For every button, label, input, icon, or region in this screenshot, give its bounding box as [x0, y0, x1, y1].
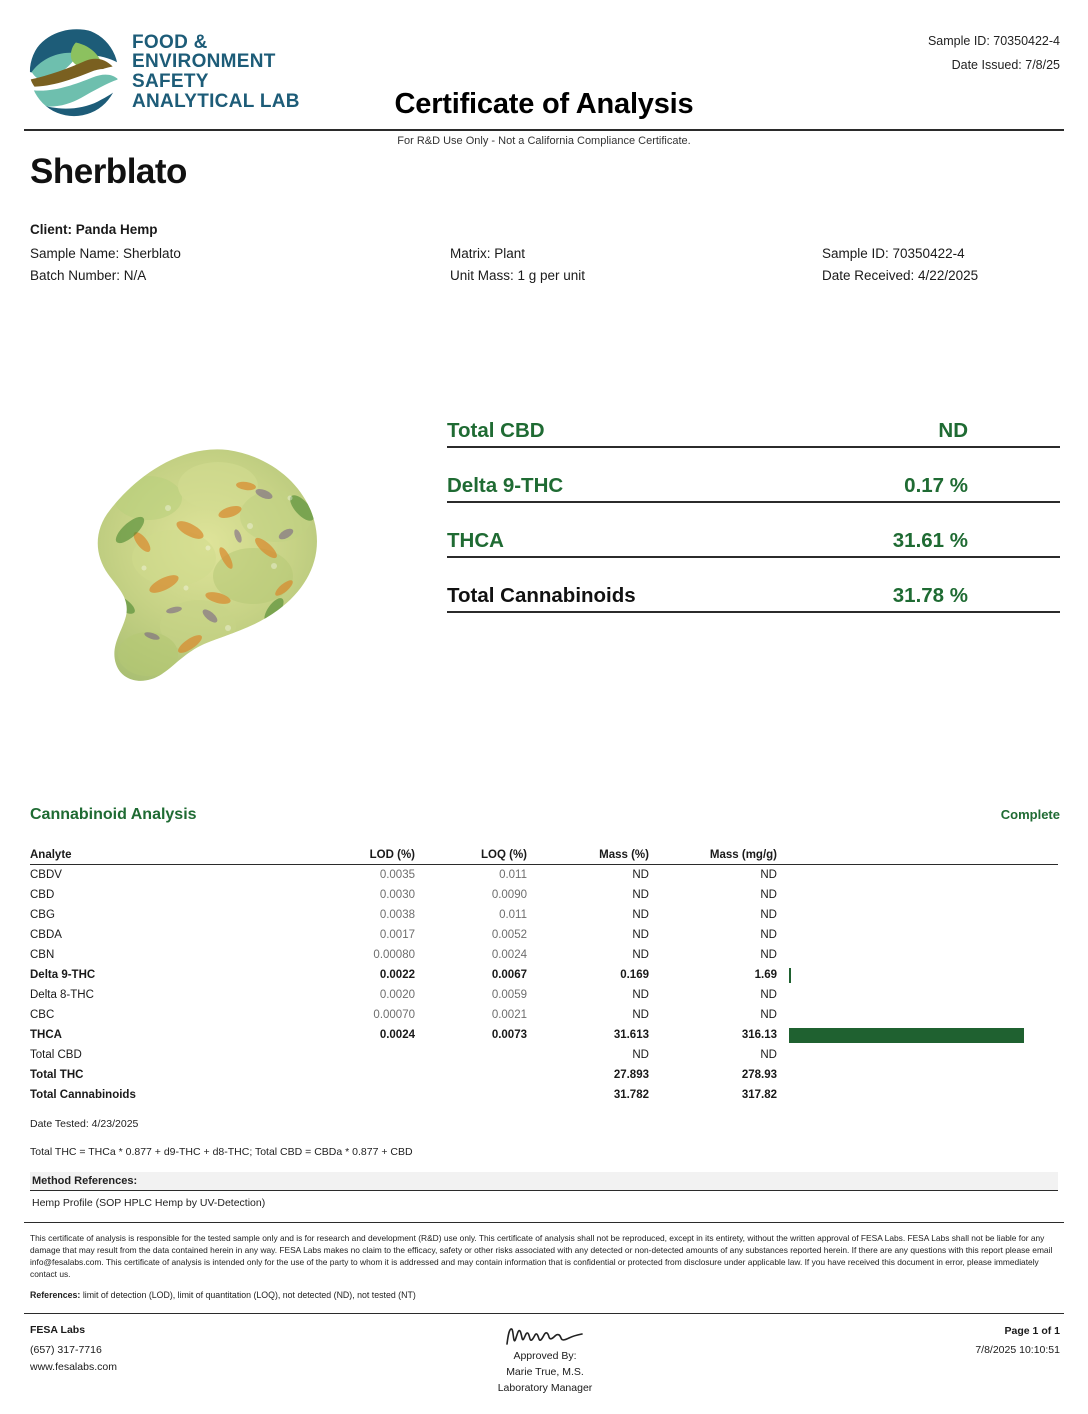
cell-loq: 0.0073 [491, 1029, 527, 1041]
cell-loq: 0.011 [499, 909, 527, 921]
cell-loq: 0.0024 [491, 949, 527, 961]
table-row [30, 985, 1058, 1005]
header-date-issued: Date Issued: 7/8/25 [951, 57, 1060, 72]
cell-lod: 0.0035 [379, 869, 415, 881]
approved-by-label: Approved By: [513, 1350, 577, 1362]
table-row [30, 865, 1058, 885]
summary-value-thca: 31.61 % [892, 529, 968, 552]
col-mass-mgg: Mass (mg/g) [709, 849, 777, 861]
summary-label-delta-9-thc: Delta 9-THC [447, 474, 564, 497]
summary-row [447, 503, 1060, 558]
value-bar [789, 1028, 1024, 1043]
cell-analyte: CBD [30, 889, 55, 901]
table-row [30, 945, 1058, 965]
footer-phone: (657) 317-7716 [30, 1344, 102, 1357]
col-lod: LOD (%) [369, 849, 415, 861]
sample-meta-row [30, 265, 1060, 287]
references-label: References: [30, 1290, 81, 1300]
col-mass-pct: Mass (%) [599, 849, 649, 861]
summary-value-total-cbd: ND [938, 419, 968, 442]
cannabinoid-table [30, 849, 1058, 1105]
cell-mass_pct: ND [632, 949, 649, 961]
summary-row [447, 558, 1060, 613]
cell-mass_mgg: ND [760, 989, 777, 1001]
table-row [30, 885, 1058, 905]
sample-meta-row [30, 219, 1060, 243]
sample-matrix: Matrix: Plant [450, 245, 526, 261]
signature-image [330, 1322, 760, 1348]
sample-meta-row [30, 243, 1060, 265]
cell-mass_pct: ND [632, 869, 649, 881]
cell-analyte: CBDV [30, 869, 62, 881]
page-number: Page 1 of 1 [1004, 1325, 1060, 1337]
cell-analyte: CBG [30, 909, 55, 921]
cell-mass_pct: 31.782 [613, 1089, 649, 1101]
table-row [30, 925, 1058, 945]
cell-mass_mgg: ND [760, 869, 777, 881]
cell-analyte: Total THC [30, 1069, 84, 1081]
cell-analyte: THCA [30, 1029, 62, 1041]
table-row [30, 1085, 1058, 1105]
approver-name: Marie True, M.S. [506, 1365, 584, 1378]
method-references-header: Method References: [30, 1172, 1058, 1191]
col-loq: LOQ (%) [481, 849, 527, 861]
cell-mass_pct: ND [632, 929, 649, 941]
summary-row [447, 448, 1060, 503]
total-formula: Total THC = THCa * 0.877 + d9-THC + d8-THC; Total CBD = CBDa * 0.877 + CBD [30, 1146, 413, 1158]
strain-name: Sherblato [30, 152, 187, 191]
cell-mass_pct: ND [632, 889, 649, 901]
disclaimer-text: This certificate of analysis is responsible for the tested sample only and is for research and development (R&D) use only. This certificate of analysis shall not be reproduced, except in its entirety, without the written approval of FESA Labs. FESA Labs shall not be liable for any damage that may result from the data contained herein in any way. FESA Labs makes no claim to the efficacy, safety or other risks associated with any detected or non-detected amounts of any substances reported herein. If there are any questions with this report please email info@fesalabs.com. This certificate of analysis is intended only for the use of the party to whom it is addressed and may contain information that is confidential or protected from disclosure under applicable law. If you have received this document in error, please immediately contact us. [30, 1233, 1053, 1279]
cell-lod: 0.0022 [379, 969, 415, 981]
summary-label-total-cbd: Total CBD [447, 419, 545, 442]
cell-analyte: Total Cannabinoids [30, 1089, 136, 1101]
table-body [30, 865, 1058, 1105]
cell-analyte: Total CBD [30, 1049, 82, 1061]
cell-mass_pct: ND [632, 989, 649, 1001]
logo-line-1: FOOD & [132, 31, 208, 53]
footer-divider [24, 1313, 1064, 1314]
cell-lod: 0.0038 [379, 909, 415, 921]
cell-mass_pct: 0.169 [620, 969, 649, 981]
cell-bar [777, 968, 1058, 983]
cell-bar [777, 1028, 1058, 1043]
cannabinoid-section-header [30, 806, 1060, 824]
cell-analyte: CBC [30, 1009, 55, 1021]
sample-id: Sample ID: 70350422-4 [822, 245, 965, 261]
header-sample-id: Sample ID: 70350422-4 [927, 34, 1060, 48]
cell-mass_mgg: ND [760, 1049, 777, 1061]
table-row [30, 1045, 1058, 1065]
client-name: Client: Panda Hemp [30, 222, 158, 237]
method-reference-item: Hemp Profile (SOP HPLC Hemp by UV-Detection) [32, 1197, 266, 1209]
col-bar-spacer [777, 849, 1058, 861]
sample-name: Sample Name: Sherblato [30, 245, 181, 261]
section-title: Cannabinoid Analysis [30, 806, 197, 823]
cell-mass_mgg: 316.13 [741, 1029, 777, 1041]
signature-icon [503, 1322, 587, 1348]
cell-lod: 0.0030 [379, 889, 415, 901]
batch-number: Batch Number: N/A [30, 267, 147, 283]
cell-analyte: Delta 9-THC [30, 969, 96, 981]
cell-lod: 0.00080 [373, 949, 415, 961]
meta-spacer-b [822, 219, 1060, 243]
footer-timestamp: 7/8/2025 10:10:51 [975, 1344, 1060, 1357]
page-subtitle: For R&D Use Only - Not a California Compliance Certificate. [397, 135, 691, 147]
page-header [0, 0, 1088, 120]
footer-website[interactable]: www.fesalabs.com [30, 1360, 117, 1373]
approver-title: Laboratory Manager [497, 1381, 593, 1394]
date-tested: Date Tested: 4/23/2025 [30, 1118, 139, 1130]
status-badge: Complete [1000, 807, 1060, 822]
cell-mass_mgg: 278.93 [741, 1069, 777, 1081]
summary-results-table [447, 393, 1060, 613]
cell-loq: 0.0052 [491, 929, 527, 941]
table-row [30, 905, 1058, 925]
cell-mass_pct: 27.893 [613, 1069, 649, 1081]
cell-mass_mgg: ND [760, 1009, 777, 1021]
cell-mass_pct: 31.613 [613, 1029, 649, 1041]
cell-mass_mgg: ND [760, 949, 777, 961]
table-header-row [30, 849, 1058, 865]
analysis-notes [30, 1118, 1058, 1209]
references-line [30, 1290, 1060, 1300]
cell-mass_mgg: ND [760, 909, 777, 921]
disclaimer-divider [24, 1222, 1064, 1223]
page-footer [30, 1322, 1060, 1396]
summary-value-delta-9-thc: 0.17 % [904, 474, 968, 497]
col-analyte: Analyte [30, 849, 72, 861]
cell-analyte: Delta 8-THC [30, 989, 94, 1001]
cell-lod: 0.0017 [379, 929, 415, 941]
footer-page-info [760, 1322, 1060, 1396]
cell-lod: 0.0024 [379, 1029, 415, 1041]
meta-spacer-a [450, 219, 822, 243]
cell-analyte: CBDA [30, 929, 62, 941]
table-row [30, 1025, 1058, 1045]
footer-approval [330, 1322, 760, 1396]
sample-meta [30, 219, 1060, 287]
cell-loq: 0.0059 [491, 989, 527, 1001]
page-title: Certificate of Analysis [394, 88, 694, 120]
logo-line-3: SAFETY [132, 71, 209, 92]
cell-lod: 0.0020 [379, 989, 415, 1001]
cell-loq: 0.011 [499, 869, 527, 881]
date-received: Date Received: 4/22/2025 [822, 267, 979, 283]
cell-lod: 0.00070 [373, 1009, 415, 1021]
cell-loq: 0.0067 [491, 969, 527, 981]
value-bar [789, 968, 791, 983]
cell-mass_mgg: ND [760, 889, 777, 901]
cell-mass_pct: ND [632, 1009, 649, 1021]
summary-value-total-cannabinoids: 31.78 % [892, 584, 968, 607]
footer-lab-name: FESA Labs [30, 1324, 86, 1336]
cell-mass_mgg: 1.69 [754, 969, 777, 981]
header-meta [928, 30, 1060, 78]
unit-mass: Unit Mass: 1 g per unit [450, 267, 586, 283]
cell-mass_pct: ND [632, 1049, 649, 1061]
summary-row [447, 393, 1060, 448]
references-text: limit of detection (LOD), limit of quantitation (LOQ), not detected (ND), not tested (NT) [80, 1290, 416, 1300]
cell-mass_pct: ND [632, 909, 649, 921]
table-row [30, 965, 1058, 985]
cell-mass_mgg: ND [760, 929, 777, 941]
logo-line-2: ENVIRONMENT [132, 51, 276, 73]
table-row [30, 1065, 1058, 1085]
header-divider [24, 129, 1064, 131]
summary-label-total-cannabinoids: Total Cannabinoids [447, 584, 636, 607]
cell-mass_mgg: 317.82 [741, 1089, 777, 1101]
cell-loq: 0.0021 [491, 1009, 527, 1021]
logo-line-4: ANALYTICAL LAB [132, 90, 300, 112]
cell-analyte: CBN [30, 949, 55, 961]
summary-label-thca: THCA [447, 529, 504, 552]
footer-lab-info [30, 1322, 330, 1396]
cell-loq: 0.0090 [491, 889, 527, 901]
table-row [30, 1005, 1058, 1025]
product-photo [78, 438, 363, 703]
